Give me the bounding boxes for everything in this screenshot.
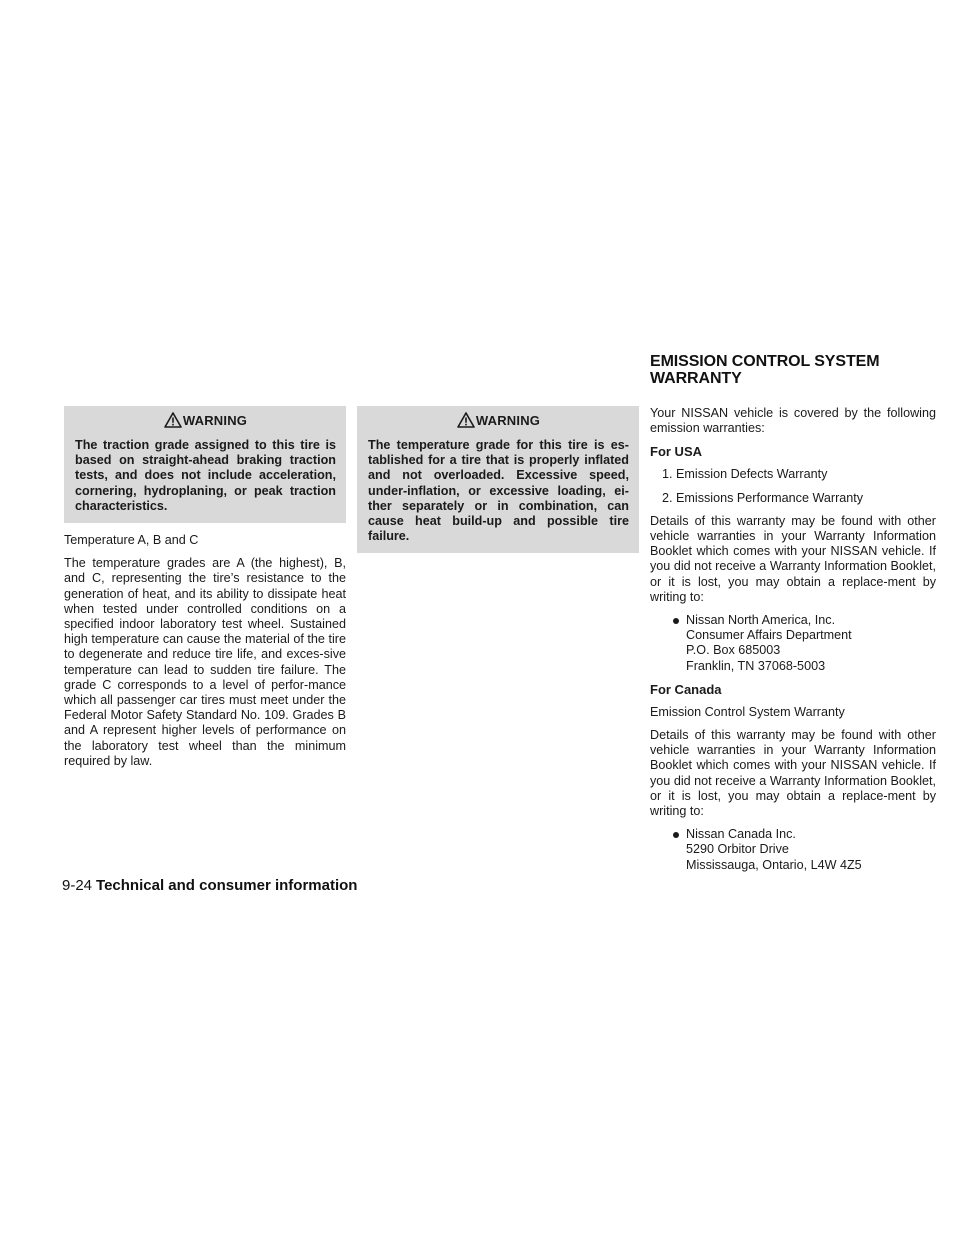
temperature-description: The temperature grades are A (the highest), B, and C, representing the tire’s resistance to the generation of heat, and its ability to dissipate heat when tested under controlled conditions on a specified indoor laboratory test wheel. Sustained high temperature can cause the material of the tire to degenerate and reduce tire life, and exces-sive temperature can lead to sudden tire failure. The grade C corresponds to a level of perfor-mance which all passenger car tires must meet under the Federal Motor Safety Standard No. 109. Grades B and A represent higher levels of performance on the laboratory test wheel than the minimum required by law.: [64, 556, 346, 768]
list-item: 1. Emission Defects Warranty: [662, 467, 828, 482]
canada-warranty-item: Emission Control System Warranty: [650, 704, 845, 719]
warning-header: [368, 412, 629, 428]
address-line: Nissan North America, Inc.: [686, 613, 836, 628]
bullet-icon: [672, 827, 686, 873]
canada-details: Details of this warranty may be found with other vehicle warranties in your Warranty Information Booklet which comes with your NISSAN vehicle. If you did not receive a Warranty Information Booklet, or it is lost, you may obtain a replace-ment by writing to:: [650, 728, 936, 819]
warranty-intro: Your NISSAN vehicle is covered by the following emission warranties:: [650, 406, 936, 436]
chapter-title: Technical and consumer information: [96, 877, 358, 894]
temperature-warning-box: [357, 406, 639, 553]
warning-triangle-icon: [457, 412, 475, 428]
warning-header: [75, 412, 336, 428]
address-lines: [686, 827, 862, 873]
list-item: 2. Emissions Performance Warranty: [662, 490, 864, 505]
section-heading: [650, 354, 950, 387]
column-left: [64, 406, 346, 777]
temperature-label: Temperature A, B and C: [64, 533, 199, 548]
address-line: Nissan Canada Inc.: [686, 827, 796, 842]
usa-details: Details of this warranty may be found with other vehicle warranties in your Warranty Information Booklet which comes with your NISSAN vehicle. If you did not receive a Warranty Information Booklet, or it is lost, you may obtain a replace-ment by writing to:: [650, 513, 936, 604]
address-line: P.O. Box 685003: [686, 643, 781, 658]
address-line: Franklin, TN 37068-5003: [686, 658, 826, 673]
warning-label: WARNING: [182, 412, 248, 428]
usa-warranty-list: [650, 467, 936, 505]
address-line: Mississauga, Ontario, L4W 4Z5: [686, 857, 862, 872]
section-heading-line1: EMISSION CONTROL SYSTEM: [650, 353, 880, 370]
warning-text: The temperature grade for this tire is es-tablished for a tire that is properly inflated and not overloaded. Excessive speed, under-inflation, or excessive loading, ei-ther separately or in combination, can cause heat build-up and possible tire failure.: [368, 438, 629, 544]
usa-heading: For USA: [650, 444, 702, 460]
address-line: Consumer Affairs Department: [686, 628, 852, 643]
column-right: [650, 406, 936, 881]
warning-text: The traction grade assigned to this tire is based on straight-ahead braking traction tests, and does not include acceleration, cornering, hydroplaning, or peak traction characteristics.: [75, 438, 336, 513]
address-line: 5290 Orbitor Drive: [686, 842, 789, 857]
canada-heading: For Canada: [650, 681, 722, 697]
traction-warning-box: [64, 406, 346, 523]
warning-label: WARNING: [475, 412, 541, 428]
warning-triangle-icon: [164, 412, 182, 428]
usa-address: [650, 613, 936, 674]
canada-address: [650, 827, 936, 873]
column-middle: [357, 406, 639, 563]
page-number: 9-24: [62, 877, 93, 894]
section-heading-line2: WARRANTY: [650, 369, 742, 387]
bullet-icon: [672, 613, 686, 674]
address-lines: [686, 613, 852, 674]
page-footer: [62, 877, 357, 894]
